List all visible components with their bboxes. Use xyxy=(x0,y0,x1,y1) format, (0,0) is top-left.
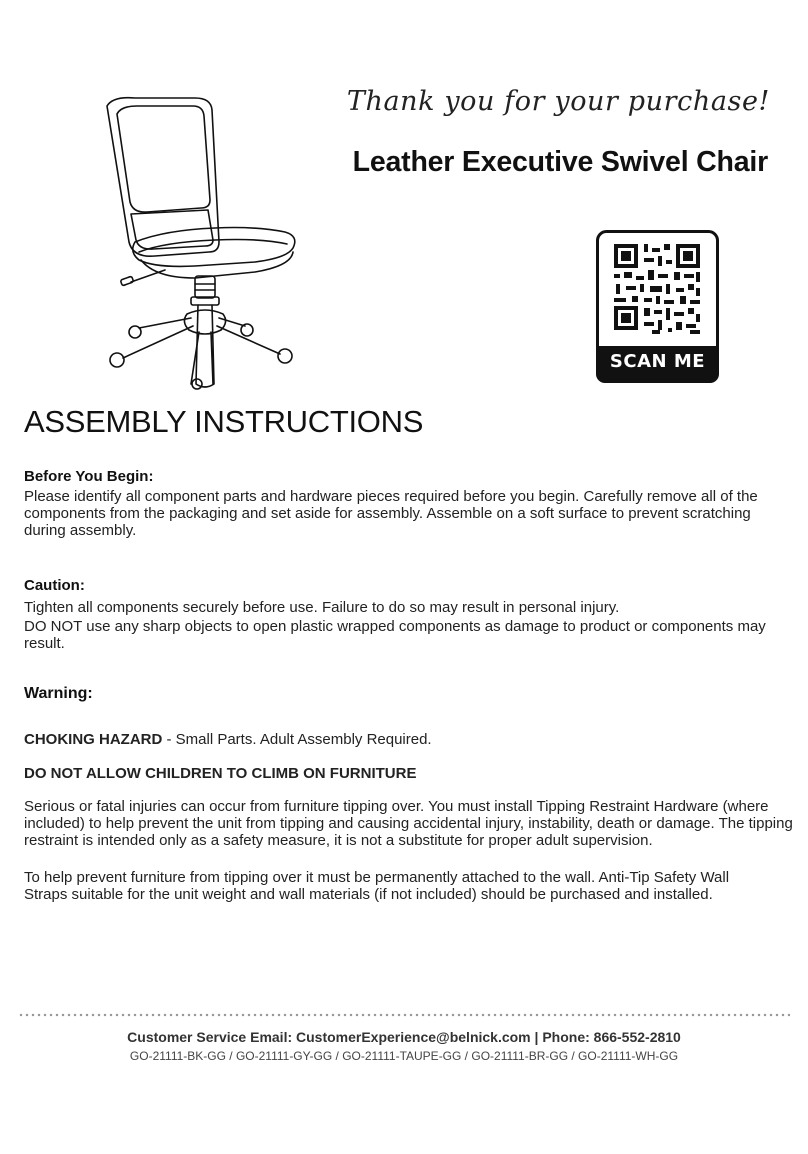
before-you-begin-title: Before You Begin: xyxy=(24,468,154,485)
tipping-paragraph: Serious or fatal injuries can occur from furniture tipping over. You must install Tipping Restraint Hardware (where included) to help prevent the unit from tipping and causing accidental injury, instability, death or damage. The tipping restraint is intended only as a safety measure, it is not a substitute for proper adult supervision. xyxy=(24,798,793,849)
before-you-begin-text: Please identify all component parts and hardware pieces required before you begin. Carefully remove all of the components from the packaging and set aside for assembly. Assemble on a soft surface to prevent scratching during assembly. xyxy=(24,488,758,539)
caution-line-2: DO NOT use any sharp objects to open plastic wrapped components as damage to product or components may result. xyxy=(24,618,766,652)
model-numbers: GO-21111-BK-GG / GO-21111-GY-GG / GO-21111-TAUPE-GG / GO-21111-BR-GG / GO-21111-WH-GG xyxy=(129,1049,679,1063)
thank-you-note: Thank you for your purchase! xyxy=(346,86,770,117)
climb-warning: DO NOT ALLOW CHILDREN TO CLIMB ON FURNITURE xyxy=(24,765,417,782)
footer-divider xyxy=(18,1013,790,1017)
caution-line-1: Tighten all components securely before use. Failure to do so may result in personal injury. xyxy=(24,599,620,616)
assembly-heading: ASSEMBLY INSTRUCTIONS xyxy=(24,404,424,439)
choking-hazard-line xyxy=(24,731,794,748)
choking-hazard-text: - Small Parts. Adult Assembly Required. xyxy=(162,731,432,748)
caution-title: Caution: xyxy=(24,577,85,594)
customer-service-contact: Customer Service Email: CustomerExperience@belnick.com | Phone: 866-552-2810 xyxy=(127,1029,681,1045)
chair-illustration xyxy=(95,92,310,392)
scan-me-label: SCAN ME xyxy=(609,351,706,372)
product-title: Leather Executive Swivel Chair xyxy=(352,146,768,178)
anti-tip-paragraph: To help prevent furniture from tipping over it must be permanently attached to the wall. Anti-Tip Safety Wall Straps suitable for the unit weight and wall materials (if not included) should be purchased and installed. xyxy=(24,869,730,903)
warning-title: Warning: xyxy=(24,685,93,702)
choking-hazard-label: CHOKING HAZARD xyxy=(24,731,163,748)
